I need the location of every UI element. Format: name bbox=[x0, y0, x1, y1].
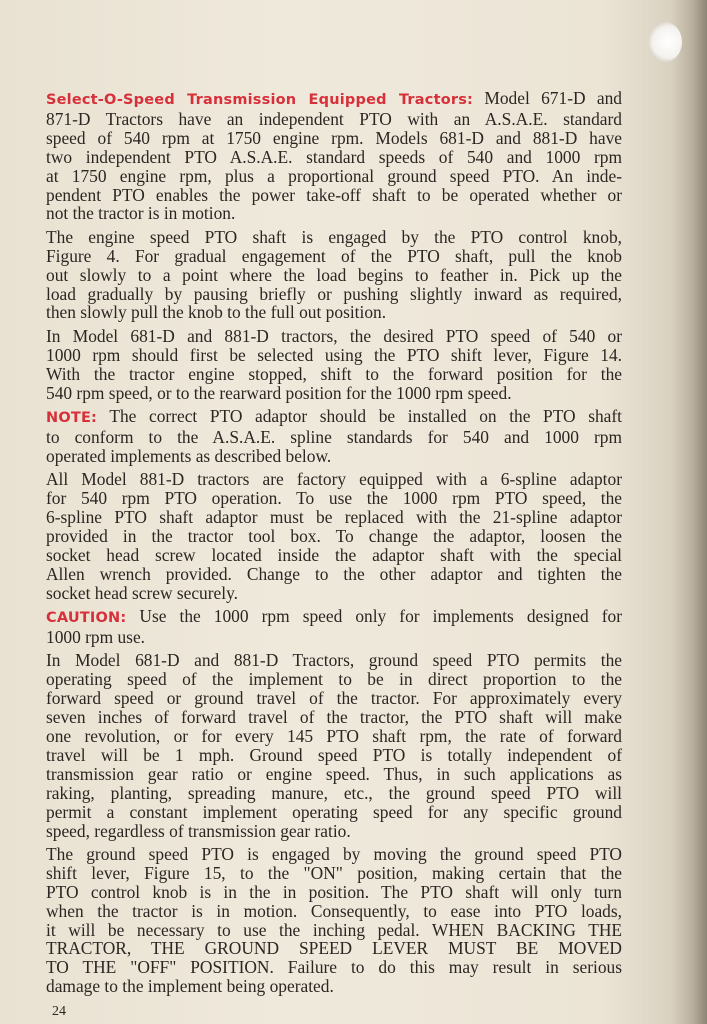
text-line bbox=[46, 670, 622, 689]
line-text: 1000 rpm should first be selected using the PTO shift lever, Figure 14. bbox=[46, 344, 622, 365]
paragraph bbox=[46, 228, 622, 323]
text-line bbox=[46, 428, 622, 447]
line-text: permit a constant implement operating speed for any specific ground bbox=[46, 801, 622, 822]
line-text: The ground speed PTO is engaged by moving the ground speed PTO bbox=[46, 843, 622, 864]
line-text: provided in the tractor tool box. To change the adaptor, loosen the bbox=[46, 525, 622, 546]
line-text: PTO control knob is in the in position. The PTO shaft will only turn bbox=[46, 881, 622, 902]
text-line bbox=[46, 864, 622, 883]
line-text: pendent PTO enables the power take-off shaft to be operated whether or bbox=[46, 184, 622, 205]
line-text: when the tractor is in motion. Consequently, to ease into PTO loads, bbox=[46, 900, 622, 921]
line-text: 540 rpm speed, or to the rearward position for the 1000 rpm speed. bbox=[46, 382, 512, 403]
text-line bbox=[46, 803, 622, 822]
line-text: one revolution, or for every 145 PTO shaft rpm, the rate of forward bbox=[46, 726, 622, 746]
text-line bbox=[46, 784, 622, 803]
text-line bbox=[46, 247, 622, 266]
body-text bbox=[46, 89, 622, 1001]
text-line bbox=[46, 902, 622, 921]
line-text: In Model 681-D and 881-D Tractors, ground speed PTO permits the bbox=[46, 650, 622, 671]
line-text: transmission gear ratio or engine speed. Thus, in such applications as bbox=[46, 763, 622, 784]
paragraph bbox=[46, 607, 622, 647]
text-line bbox=[46, 921, 622, 940]
text-line bbox=[46, 384, 622, 403]
text-line bbox=[46, 939, 622, 958]
page-number: 24 bbox=[52, 1004, 66, 1019]
line-text: speed, regardless of transmission gear ratio. bbox=[46, 820, 351, 841]
line-text: Use the 1000 rpm speed only for implements designed for bbox=[126, 606, 622, 627]
line-text: 1000 rpm use. bbox=[46, 626, 146, 647]
text-line bbox=[46, 148, 622, 167]
line-text: speed of 540 rpm at 1750 engine rpm. Models 681-D and 881-D have bbox=[46, 127, 622, 148]
line-text: With the tractor engine stopped, shift to the forward position for the bbox=[46, 363, 622, 384]
text-line bbox=[46, 167, 622, 186]
text-line bbox=[46, 565, 622, 584]
paragraph bbox=[46, 470, 622, 602]
line-text: Figure 4. For gradual engagement of the PTO shaft, pull the knob bbox=[46, 245, 622, 266]
punch-hole bbox=[648, 22, 682, 62]
text-line bbox=[46, 746, 622, 765]
line-text: Allen wrench provided. Change to the other adaptor and tighten the bbox=[46, 563, 622, 584]
line-text: In Model 681-D and 881-D tractors, the desired PTO speed of 540 or bbox=[46, 325, 622, 346]
line-text: out slowly to a point where the load begins to feather in. Pick up the bbox=[46, 264, 622, 285]
text-line bbox=[46, 346, 622, 365]
line-text: The engine speed PTO shaft is engaged by the PTO control knob, bbox=[46, 226, 622, 247]
text-line bbox=[46, 228, 622, 247]
line-text: not the tractor is in motion. bbox=[46, 203, 236, 224]
text-line bbox=[46, 689, 622, 708]
highlight-label: NOTE: bbox=[46, 410, 98, 426]
line-text: 6-spline PTO shaft adaptor must be replaced with the 21-spline adaptor bbox=[46, 507, 622, 528]
text-line bbox=[46, 204, 622, 223]
paragraph bbox=[46, 407, 622, 466]
line-text: TO THE "OFF" POSITION. Failure to do this may result in serious bbox=[46, 957, 622, 978]
highlight-label: CAUTION: bbox=[46, 610, 127, 627]
line-text: at 1750 engine rpm, plus a proportional ground speed PTO. An inde- bbox=[46, 165, 622, 186]
line-text: operated implements as described below. bbox=[46, 445, 332, 466]
text-line bbox=[46, 765, 622, 784]
text-line bbox=[46, 89, 622, 110]
text-line bbox=[46, 470, 622, 489]
text-line bbox=[46, 958, 622, 977]
text-line bbox=[46, 584, 622, 603]
text-line bbox=[46, 489, 622, 508]
line-text: TRACTOR, THE GROUND SPEED LEVER MUST BE MOVED bbox=[46, 938, 622, 959]
paragraph bbox=[46, 845, 622, 996]
line-text: forward speed or ground travel of the tractor. For approximately every bbox=[46, 688, 622, 709]
text-line bbox=[46, 508, 622, 527]
text-line bbox=[46, 845, 622, 864]
text-line bbox=[46, 527, 622, 546]
text-line bbox=[46, 628, 622, 647]
paragraph bbox=[46, 89, 622, 223]
text-line bbox=[46, 546, 622, 565]
line-text: socket head screw securely. bbox=[46, 582, 239, 603]
paragraph bbox=[46, 327, 622, 403]
text-line bbox=[46, 651, 622, 670]
text-line bbox=[46, 447, 622, 466]
text-line bbox=[46, 266, 622, 285]
line-text: All Model 881-D tractors are factory equipped with a 6-spline adaptor bbox=[46, 469, 622, 490]
text-line bbox=[46, 110, 622, 129]
text-line bbox=[46, 822, 622, 841]
line-text: two independent PTO A.S.A.E. standard speeds of 540 and 1000 rpm bbox=[46, 146, 622, 167]
paragraph bbox=[46, 651, 622, 840]
text-line bbox=[46, 708, 622, 727]
text-line bbox=[46, 365, 622, 384]
line-text: operating speed of the implement to be in direct proportion to the bbox=[46, 669, 622, 690]
highlight-label: Select-O-Speed Transmission Equipped Tractors: bbox=[46, 92, 474, 108]
line-text: socket head screw located inside the adaptor shaft with the special bbox=[46, 544, 622, 565]
text-line bbox=[46, 407, 622, 428]
line-text: 871-D Tractors have an independent PTO with an A.S.A.E. standard bbox=[46, 108, 622, 129]
text-line bbox=[46, 727, 622, 746]
text-line bbox=[46, 883, 622, 902]
line-text: load gradually by pausing briefly or pushing slightly inward as required, bbox=[46, 283, 622, 304]
line-text: to conform to the A.S.A.E. spline standards for 540 and 1000 rpm bbox=[46, 426, 622, 447]
line-text: travel will be 1 mph. Ground speed PTO is totally independent of bbox=[46, 744, 622, 765]
line-text: shift lever, Figure 15, to the "ON" position, making certain that the bbox=[46, 862, 622, 883]
line-text: raking, planting, spreading manure, etc., the ground speed PTO will bbox=[46, 782, 622, 803]
text-line bbox=[46, 327, 622, 346]
text-line bbox=[46, 186, 622, 205]
line-text: The correct PTO adaptor should be installed on the PTO shaft bbox=[97, 406, 622, 426]
text-line bbox=[46, 285, 622, 304]
text-line bbox=[46, 977, 622, 996]
line-text: damage to the implement being operated. bbox=[46, 976, 334, 997]
line-text: seven inches of forward travel of the tractor, the PTO shaft will make bbox=[46, 707, 622, 728]
text-line bbox=[46, 607, 622, 628]
text-line bbox=[46, 129, 622, 148]
text-line bbox=[46, 303, 622, 322]
line-text: then slowly pull the knob to the full out position. bbox=[46, 302, 387, 323]
line-text: it will be necessary to use the inching pedal. WHEN BACKING THE bbox=[46, 919, 622, 940]
line-text: Model 671-D and bbox=[473, 88, 622, 108]
line-text: for 540 rpm PTO operation. To use the 1000 rpm PTO speed, the bbox=[46, 488, 622, 509]
